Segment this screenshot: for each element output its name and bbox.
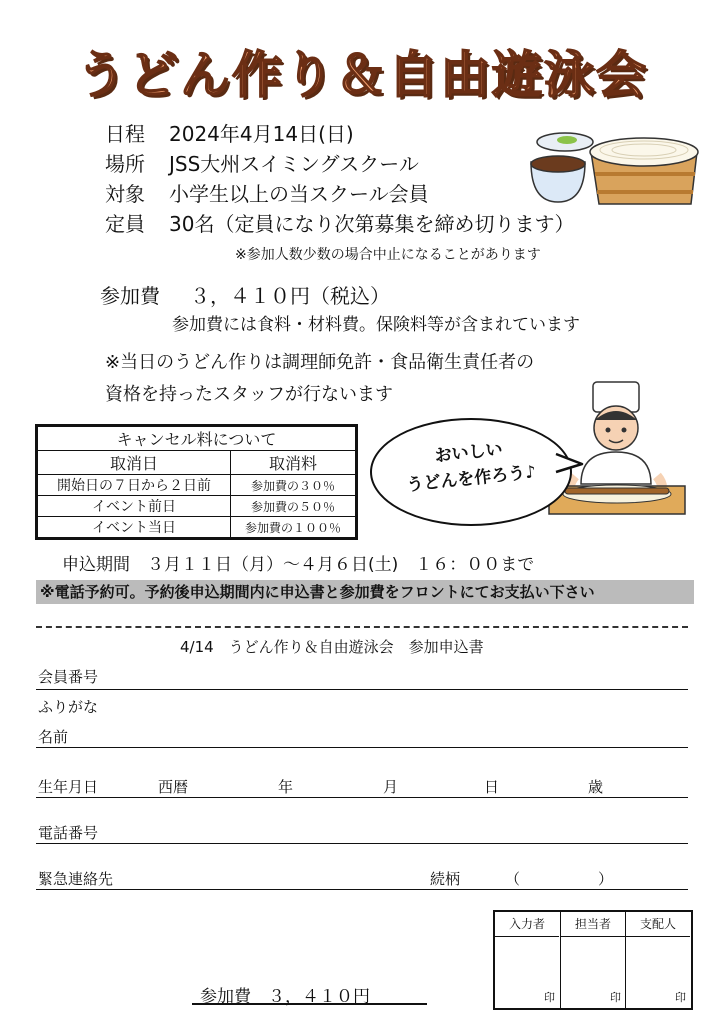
relation-paren-close: ）: [598, 870, 614, 888]
form-fee: 参加費 ３，４１０円: [200, 987, 370, 1007]
stamp-manager: 支配人 印: [625, 912, 690, 1008]
month-label: 月: [383, 778, 399, 796]
chef-illustration: [545, 378, 690, 518]
name-line: [36, 747, 688, 748]
staff-note-line1: ※当日のうどん作りは調理師免許・食品衛生責任者の: [105, 352, 535, 373]
relation-label: 続柄: [430, 870, 461, 888]
member-number-label: 会員番号: [38, 668, 99, 686]
cancel-table-col-fee: 取消料: [231, 451, 357, 475]
birth-line: [36, 797, 688, 798]
fee-note: 参加費には食料・材料費。保険料等が含まれています: [172, 315, 580, 335]
cancel-note: ※参加人数少数の場合中止になることがあります: [235, 247, 541, 263]
reservation-notice: ※電話予約可。予約後申込期間内に申込書と参加費をフロントにてお支払い下さい: [36, 580, 694, 604]
speech-bubble-text: おいしい うどんを作ろう♪: [405, 439, 537, 496]
event-place: 場所 JSS大州スイミングスクール: [105, 152, 419, 176]
event-date: 日程 2024年4月14日(日): [105, 122, 354, 146]
cancel-table-col-day: 取消日: [37, 451, 231, 475]
table-row: イベント当日 参加費の１００％: [37, 517, 357, 539]
form-fee-underline: [192, 1003, 427, 1005]
name-label: 名前: [38, 728, 69, 746]
age-label: 歳: [588, 778, 604, 796]
staff-note-line2: 資格を持ったスタッフが行ないます: [105, 384, 393, 405]
stamp-box: [493, 910, 693, 1010]
fee-line: 参加費 ３，４１０円（税込）: [100, 284, 390, 308]
furigana-label: ふりがな: [38, 698, 99, 716]
emergency-contact-label: 緊急連絡先: [38, 870, 114, 888]
event-target: 対象 小学生以上の当スクール会員: [105, 182, 429, 206]
cut-line: [36, 626, 688, 628]
stamp-staff: 担当者 印: [560, 912, 625, 1008]
day-label: 日: [484, 778, 500, 796]
relation-paren-open: （: [505, 870, 521, 888]
page-title: うどん作り＆自由遊泳会: [76, 46, 648, 104]
phone-line: [36, 843, 688, 844]
cancel-table-title: キャンセル料について: [37, 426, 357, 451]
application-period: 申込期間 ３月１１日（月）～４月６日(土) １６：００まで: [62, 555, 535, 575]
year-label: 年: [278, 778, 294, 796]
form-heading: 4/14 うどん作り＆自由遊泳会 参加申込書: [180, 638, 484, 656]
udon-bowl-illustration: [525, 112, 700, 212]
stamp-entry: 入力者 印: [495, 912, 559, 1008]
table-row: イベント前日 参加費の５０％: [37, 496, 357, 517]
phone-label: 電話番号: [38, 824, 99, 842]
table-row: 開始日の７日から２日前 参加費の３０％: [37, 475, 357, 496]
era-label: 西暦: [158, 778, 189, 796]
event-capacity: 定員 30名（定員になり次第募集を締め切ります）: [105, 212, 575, 236]
emergency-line: [36, 889, 688, 890]
member-number-line: [36, 689, 688, 690]
cancel-fee-table: [35, 424, 358, 540]
birth-label: 生年月日: [38, 778, 99, 796]
